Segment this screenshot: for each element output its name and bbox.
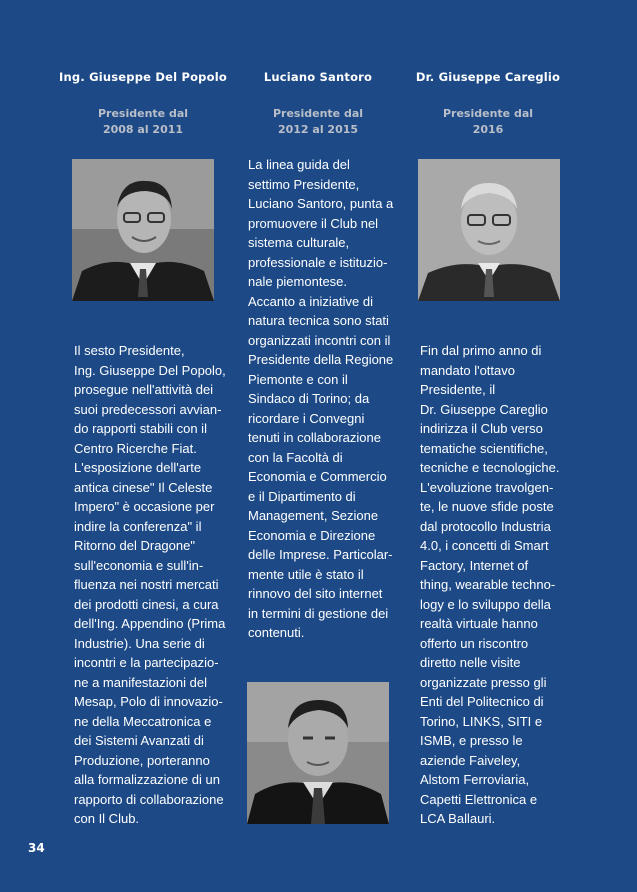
president-name: Luciano Santoro: [263, 70, 373, 84]
column-text-del-popolo: Il sesto Presidente, Ing. Giuseppe Del Popolo, prosegue nell'attività dei suoi predecessori avvian- do rapporti stabili con il Centro Ricerche Fiat. L'esposizione dell'arte antica cinese" Il Celeste Impero" è occasione per indire la conferenza" il Ritorno del Dragone" sull'economia e sull'in- fluenza nei nostri mercati dei prodotti cinesi, a cura dell'Ing. Appendino (Prima Industrie). Una serie di incontri e la partecipazio- ne a manifestazioni del Mesap, Polo di innovazio- ne della Meccatronica e dei Sistemi Avanzati di Produzione, porteranno alla formalizzazione di un rapporto di collaborazione con Il Club.: [74, 343, 226, 826]
column-text-careglio: Fin dal primo anno di mandato l'ottavo Presidente, il Dr. Giuseppe Careglio indirizza il Club verso tematiche scientifiche, tecniche e tecnologiche. L'evoluzione travolgen- te, le nuove sfide poste dal protocollo Industria 4.0, i concetti di Smart Factory, Internet of thing, wearable techno- logy e lo sviluppo della realtà virtuale hanno offerto un riscontro diretto nelle visite organizzate presso gli Enti del Politecnico di Torino, LINKS, SITI e ISMB, e presso le aziende Faiveley, Alstom Ferroviaria, Capetti Elettronica e LCA Ballauri.: [420, 343, 560, 826]
column-text-santoro: La linea guida del settimo Presidente, Luciano Santoro, punta a promuovere il Club nel sistema culturale, professionale e istituzio- nale piemontese. Accanto a iniziative di natura tecnica sono stati organizzati incontri con il Presidente della Regione Piemonte e con il Sindaco di Torino; da ricordare i Convegni tenuti in collaborazione con la Facoltà di Economia e Commercio e il Dipartimento di Management, Sezione Economia e Direzione delle Imprese. Particolar- mente utile è stato il rinnovo del sito internet in termini di gestione dei contenuti.: [248, 157, 394, 640]
president-term: Presidente dal 2016: [442, 107, 534, 136]
portrait-giuseppe-careglio-icon: [418, 159, 560, 301]
president-name: Dr. Giuseppe Careglio: [415, 70, 561, 84]
president-term: Presidente dal 2012 al 2015: [272, 107, 364, 136]
president-name: Ing. Giuseppe Del Popolo: [59, 70, 227, 84]
portrait-luciano-santoro-icon: [247, 682, 389, 824]
portrait-giuseppe-del-popolo-icon: [72, 159, 214, 301]
president-term: Presidente dal 2008 al 2011: [97, 107, 189, 136]
page-number: 34: [28, 841, 45, 855]
